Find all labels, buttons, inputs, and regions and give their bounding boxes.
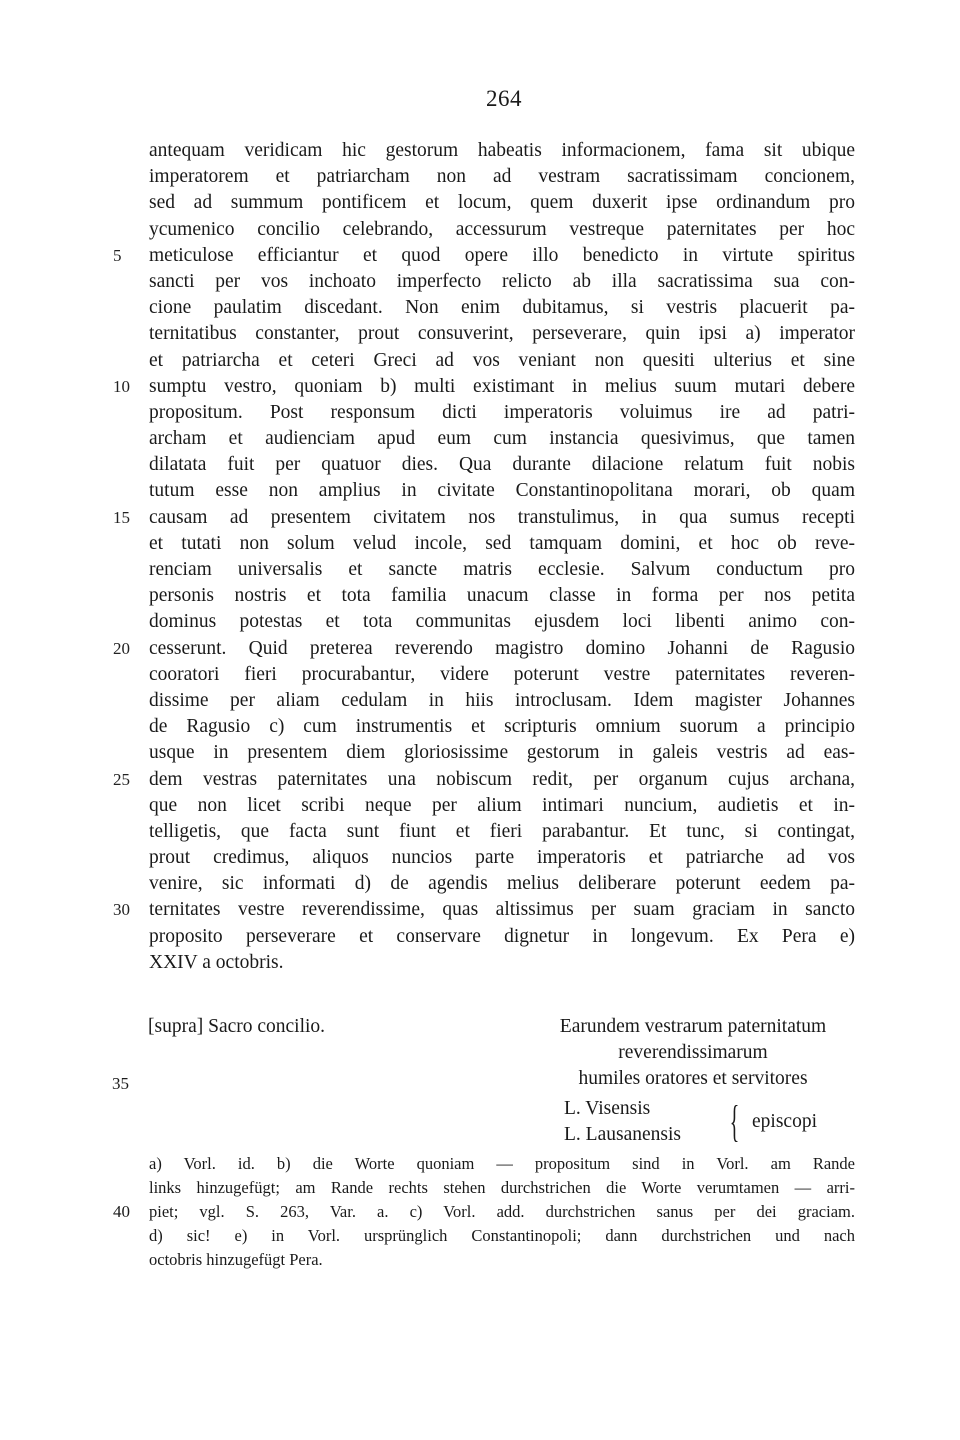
line-text: prout credimus, aliquos nuncios parte imperatoris et patriarche ad vos	[149, 847, 855, 869]
signature-line: reverendissimarum	[618, 1042, 768, 1063]
text-line	[113, 767, 855, 793]
text-line	[149, 583, 855, 609]
line-text: cooratori fieri procurabantur, videre poterunt vestre paternitates reveren-	[149, 663, 855, 685]
line-text: de Ragusio c) cum instrumentis et scripturis omnium suorum a principio	[149, 716, 855, 738]
text-line	[149, 426, 855, 452]
text-line	[149, 138, 855, 164]
text-line	[149, 950, 855, 976]
line-number: 15	[113, 507, 130, 527]
line-number: 5	[113, 245, 122, 265]
line-text: sed ad summum pontificem et locum, quem duxerit ipse ordinandum pro	[149, 192, 855, 214]
text-line	[149, 714, 855, 740]
signatories	[564, 1096, 817, 1148]
text-line	[149, 845, 855, 871]
text-line	[113, 636, 855, 662]
line-text: dem vestras paternitates una nobiscum redit, per organum cujus archana,	[149, 768, 855, 790]
footnote-line	[149, 1152, 855, 1176]
footnote-line	[149, 1176, 855, 1200]
signature-line: Earundem vestrarum paternitatum	[559, 1016, 827, 1037]
text-line	[149, 662, 855, 688]
line-number: 20	[113, 638, 130, 658]
line-text: a) Vorl. id. b) die Worte quoniam — propositum sind in Vorl. am Rande	[149, 1154, 855, 1173]
text-line	[149, 321, 855, 347]
line-number: 10	[113, 376, 130, 396]
line-text: meticulose efficiantur et quod opere illo benedicto in virtute spiritus	[149, 244, 855, 266]
text-line	[149, 164, 855, 190]
line-number: 35	[112, 1074, 129, 1093]
line-text: sumptu vestro, quoniam b) multi existimant in melius suum mutari debere	[149, 375, 855, 397]
text-line	[149, 531, 855, 557]
text-line	[149, 269, 855, 295]
signatory-name: L. Visensis	[564, 1098, 651, 1119]
text-line	[113, 243, 855, 269]
text-line	[113, 505, 855, 531]
line-text: et patriarcha et ceteri Greci ad vos veniant non quesiti ulterius et sine	[149, 349, 855, 371]
text-line	[149, 793, 855, 819]
footnote-line	[149, 1224, 855, 1248]
brace-glyph: {	[729, 1097, 740, 1146]
closing-block	[112, 1014, 868, 1150]
line-number: 40	[113, 1202, 130, 1221]
text-line	[149, 452, 855, 478]
line-text: ternitatibus constanter, prout consuverint, perseverare, quin ipsi a) imperator	[149, 323, 855, 345]
line-text: cesserunt. Quid preterea reverendo magistro domino Johanni de Ragusio	[149, 637, 855, 659]
line-text: personis nostris et tota familia unacum classe in forma per nos petita	[149, 585, 855, 607]
signature-line: humiles oratores et servitores	[578, 1068, 808, 1089]
page-number: 264	[486, 86, 522, 111]
line-text: cione paulatim discedant. Non enim dubitamus, si vestris placuerit pa-	[149, 297, 855, 319]
line-text: propositum. Post responsum dicti imperatoris voluimus ire ad patri-	[149, 401, 855, 423]
line-text: links hinzugefügt; am Rande rechts stehen durchstrichen die Worte verumtamen — arri-	[149, 1178, 855, 1197]
signatory-name: L. Lausanensis	[564, 1124, 681, 1145]
line-text: piet; vgl. S. 263, Var. a. c) Vorl. add. durchstrichen sanus per dei graciam.	[149, 1202, 855, 1221]
line-text: dissime per aliam cedulam in hiis introclusam. Idem magister Johannes	[149, 689, 855, 711]
text-line	[149, 819, 855, 845]
footnote-line	[149, 1248, 855, 1272]
line-text: usque in presentem diem gloriosissime gestorum in galeis vestris ad eas-	[149, 742, 855, 764]
text-line	[149, 924, 855, 950]
text-line	[113, 374, 855, 400]
line-text: octobris hinzugefügt Pera.	[149, 1250, 323, 1269]
line-text: archam et audienciam apud eum cum instancia quesivimus, que tamen	[149, 428, 855, 450]
addressee: [supra] Sacro concilio.	[148, 1016, 326, 1037]
body-text	[113, 138, 855, 976]
line-text: imperatorem et patriarcham non ad vestram sacratissimam concionem,	[149, 166, 855, 188]
line-text: tutum esse non amplius in civitate Constantinopolitana morari, ob quam	[149, 480, 855, 502]
line-number: 25	[113, 769, 130, 789]
line-text: causam ad presentem civitatem nos transtulimus, in qua sumus recepti	[149, 506, 855, 528]
line-text: dilatata fuit per quatuor dies. Qua durante dilacione relatum fuit nobis	[149, 454, 855, 476]
line-number: 30	[113, 900, 130, 920]
line-text: telligetis, que facta sunt fiunt et fieri parabantur. Et tunc, si contingat,	[149, 820, 855, 842]
line-text: et tutati non solum velud incole, sed tamquam domini, et hoc ob reve-	[149, 532, 855, 554]
text-line	[149, 217, 855, 243]
text-line	[149, 295, 855, 321]
line-text: antequam veridicam hic gestorum habeatis informacionem, fama sit ubique	[149, 140, 855, 161]
text-line	[149, 740, 855, 766]
line-text: sancti per vos inchoato imperfecto relicto ab illa sacratissima sua con-	[149, 270, 855, 292]
line-text: renciam universalis et sancte matris ecclesie. Salvum conductum pro	[149, 559, 855, 580]
line-text: proposito perseverare et conservare dignetur in longevum. Ex Pera e)	[149, 925, 855, 947]
text-line	[149, 190, 855, 216]
footnotes	[113, 1152, 855, 1272]
line-text: dominus potestas et tota communitas ejusdem loci libenti animo con-	[149, 611, 855, 633]
signature-formula	[532, 1014, 854, 1092]
text-line	[149, 557, 855, 583]
footnote-line	[113, 1200, 855, 1224]
line-text: ycumenico concilio celebrando, accessurum vestreque paternitates per hoc	[149, 218, 855, 240]
line-text: que non licet scribi neque per alium intimari nuncium, audietis et in-	[149, 794, 855, 816]
line-text: XXIV a octobris.	[149, 951, 284, 973]
line-text: venire, sic informati d) de agendis melius deliberare poterunt eedem pa-	[149, 873, 855, 895]
text-line	[149, 478, 855, 504]
line-text: d) sic! e) in Vorl. ursprünglich Constantinopoli; dann durchstrichen und nach	[149, 1226, 855, 1245]
text-line	[149, 400, 855, 426]
line-text: ternitates vestre reverendissime, quas altissimus per suam graciam in sancto	[149, 899, 855, 921]
text-line	[149, 348, 855, 374]
text-line	[149, 688, 855, 714]
text-line	[149, 609, 855, 635]
text-line	[149, 871, 855, 897]
signatory-title: episcopi	[752, 1111, 817, 1132]
text-line	[113, 897, 855, 923]
